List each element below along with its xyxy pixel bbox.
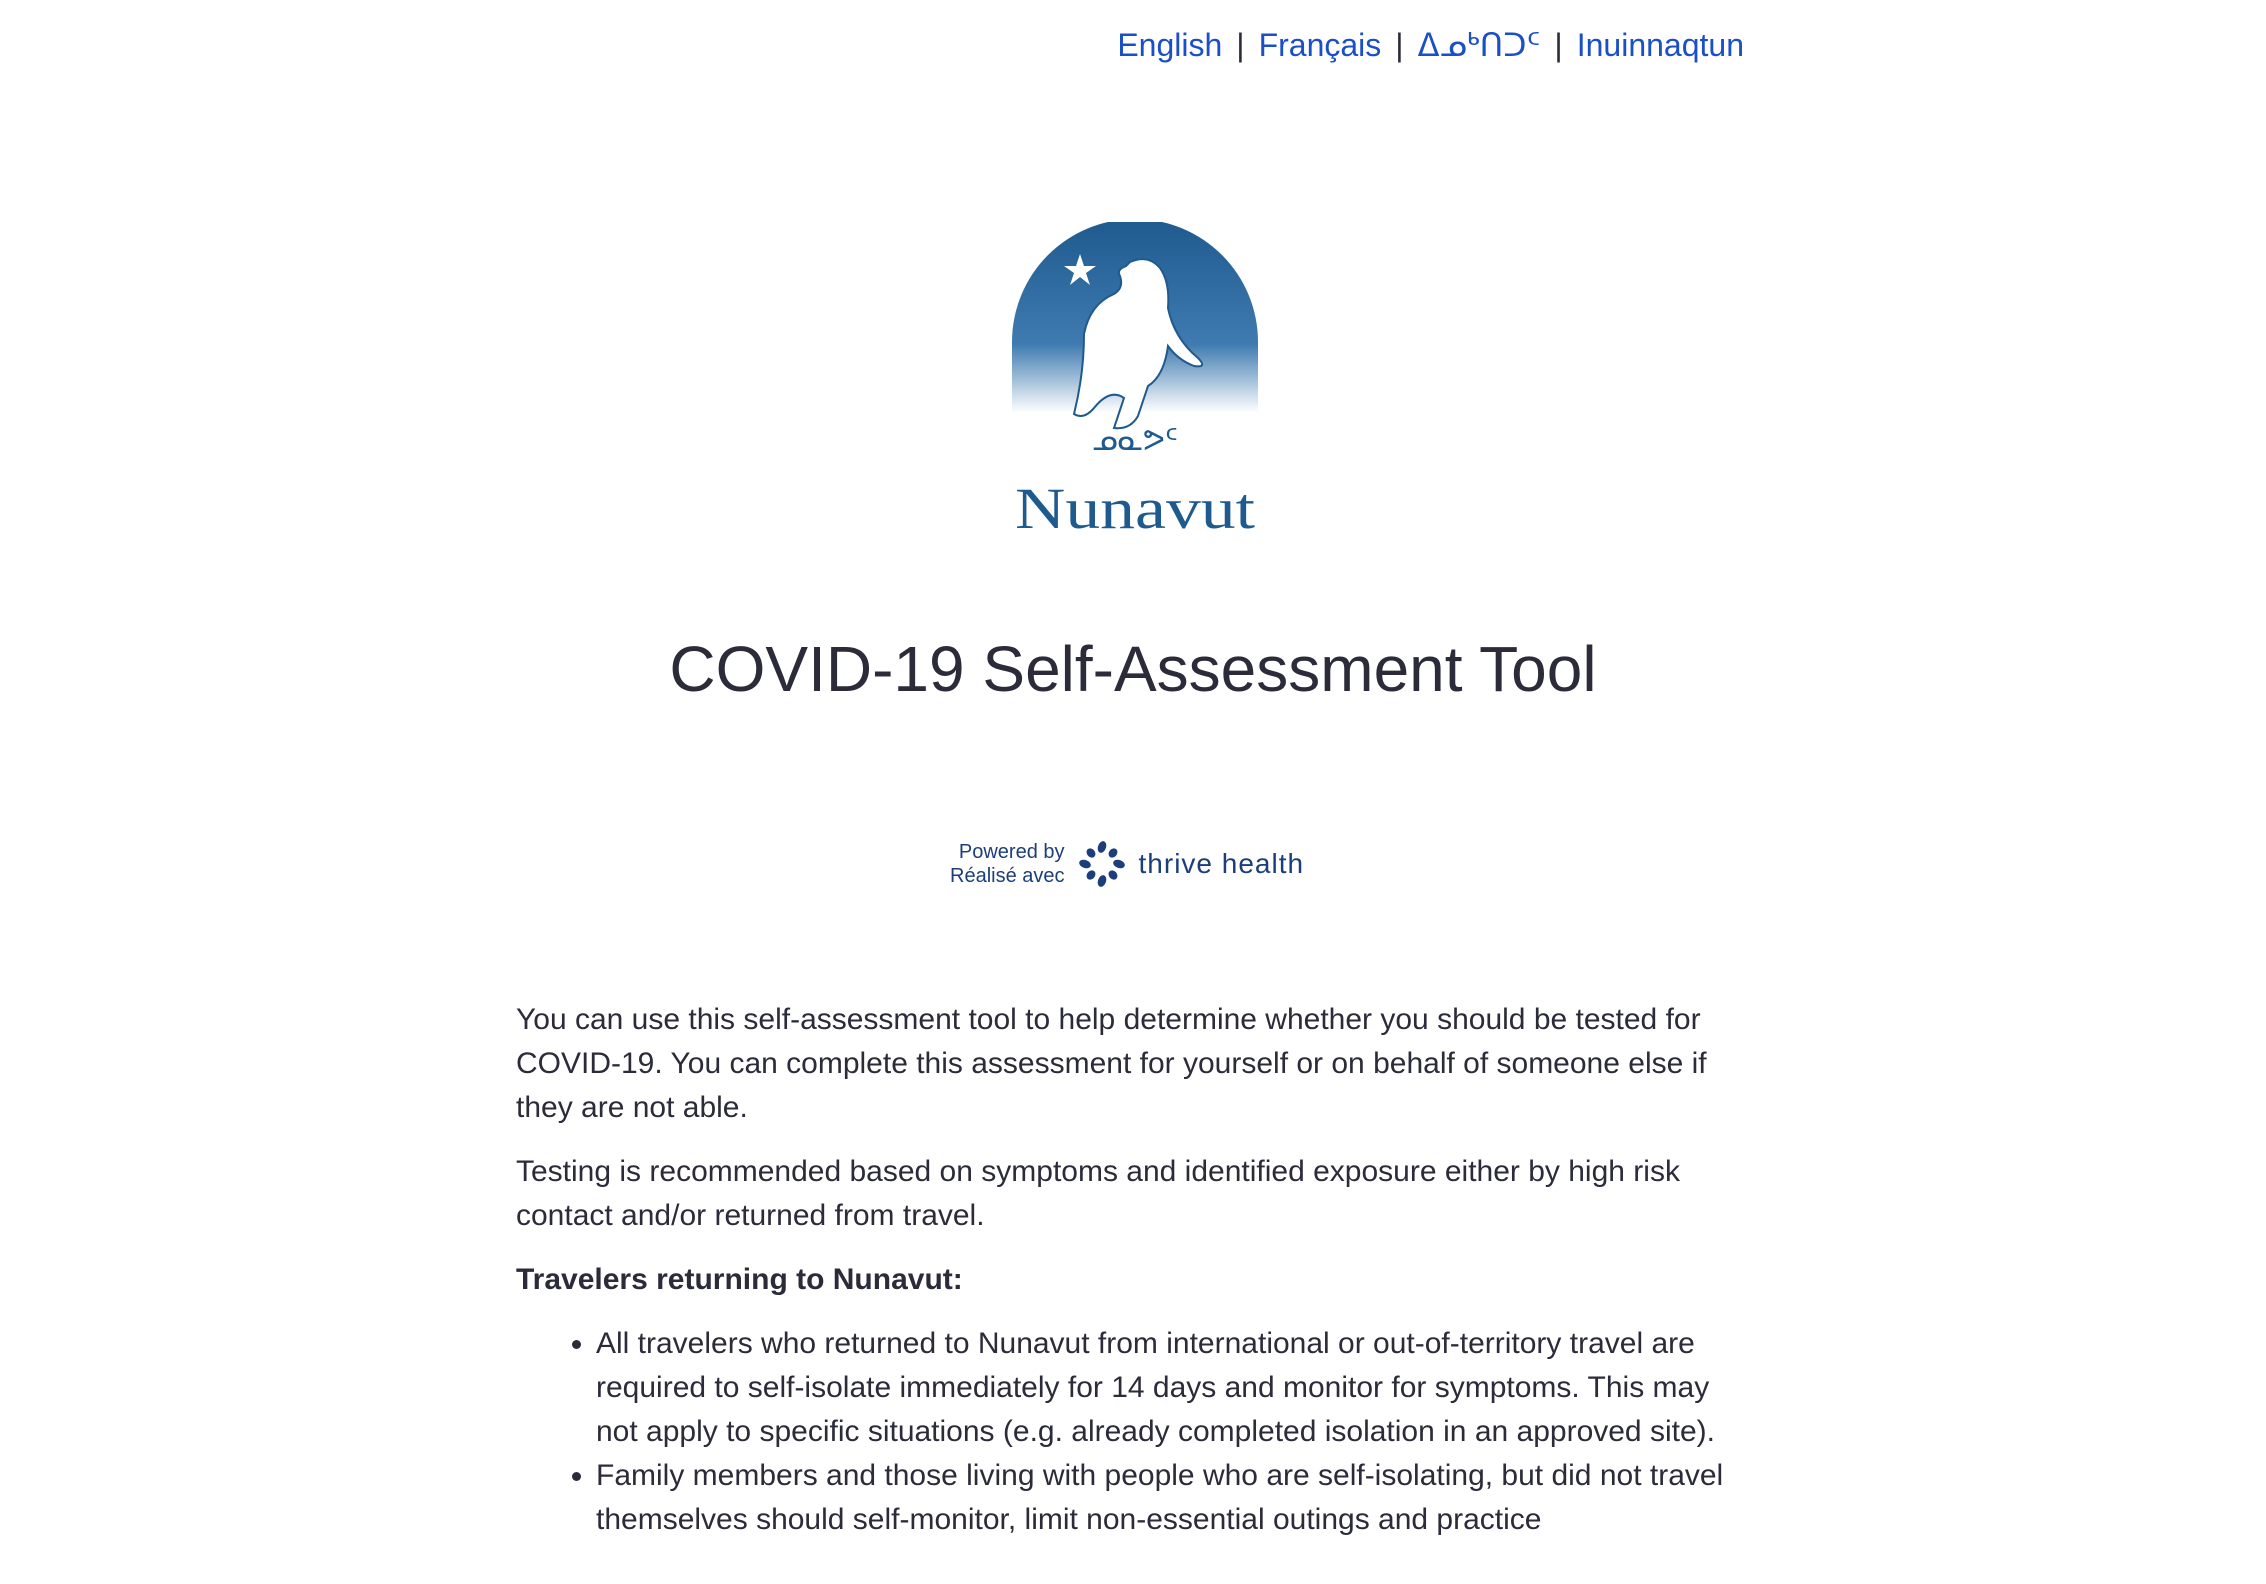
logo-syllabics: ᓄᓇᕗᑦ (1092, 423, 1178, 458)
language-switcher (1117, 26, 1744, 64)
intro-content (516, 998, 1756, 1542)
powered-by-thrive-health (950, 840, 1304, 888)
powered-by-text (950, 840, 1065, 888)
list-item: • All travelers who returned to Nunavut from international or out-of-territory travel are required to self-isolate immediately for 14 days and monitor for symptoms. This may not apply to specific situations (e.g. already completed isolation in an approved site). (596, 1322, 1756, 1454)
separator: | (1236, 26, 1245, 63)
travelers-heading: Travelers returning to Nunavut: (516, 1263, 963, 1296)
thrive-flower-icon (1079, 841, 1125, 887)
logo-wordmark: Nunavut (1015, 476, 1255, 532)
realise-avec-line: Réalisé avec (950, 865, 1065, 887)
separator: | (1395, 26, 1404, 63)
travelers-list (516, 1322, 1756, 1542)
lang-inuktitut-link[interactable]: ᐃᓄᒃᑎᑐᑦ (1417, 27, 1541, 63)
lang-francais-link[interactable]: Français (1258, 26, 1382, 63)
intro-paragraph: You can use this self-assessment tool to help determine whether you should be tested for COVID-19. You can complete this assessment for yourself or on behalf of someone else if they are not able. (516, 1003, 1707, 1124)
thrive-health-brand: thrive health (1138, 848, 1305, 879)
separator: | (1554, 26, 1563, 63)
lang-english-link[interactable]: English (1117, 26, 1223, 63)
testing-paragraph: Testing is recommended based on symptoms and identified exposure either by high risk contact and/or returned from travel. (516, 1155, 1680, 1232)
list-item: • Family members and those living with people who are self-isolating, but did not travel themselves should self-monitor, limit non-essential outings and practice (596, 1454, 1756, 1542)
page-title: COVID-19 Self-Assessment Tool (669, 633, 1597, 705)
nunavut-logo (1010, 222, 1260, 532)
powered-by-line: Powered by (958, 841, 1065, 863)
lang-inuinnaqtun-link[interactable]: Inuinnaqtun (1576, 26, 1744, 63)
